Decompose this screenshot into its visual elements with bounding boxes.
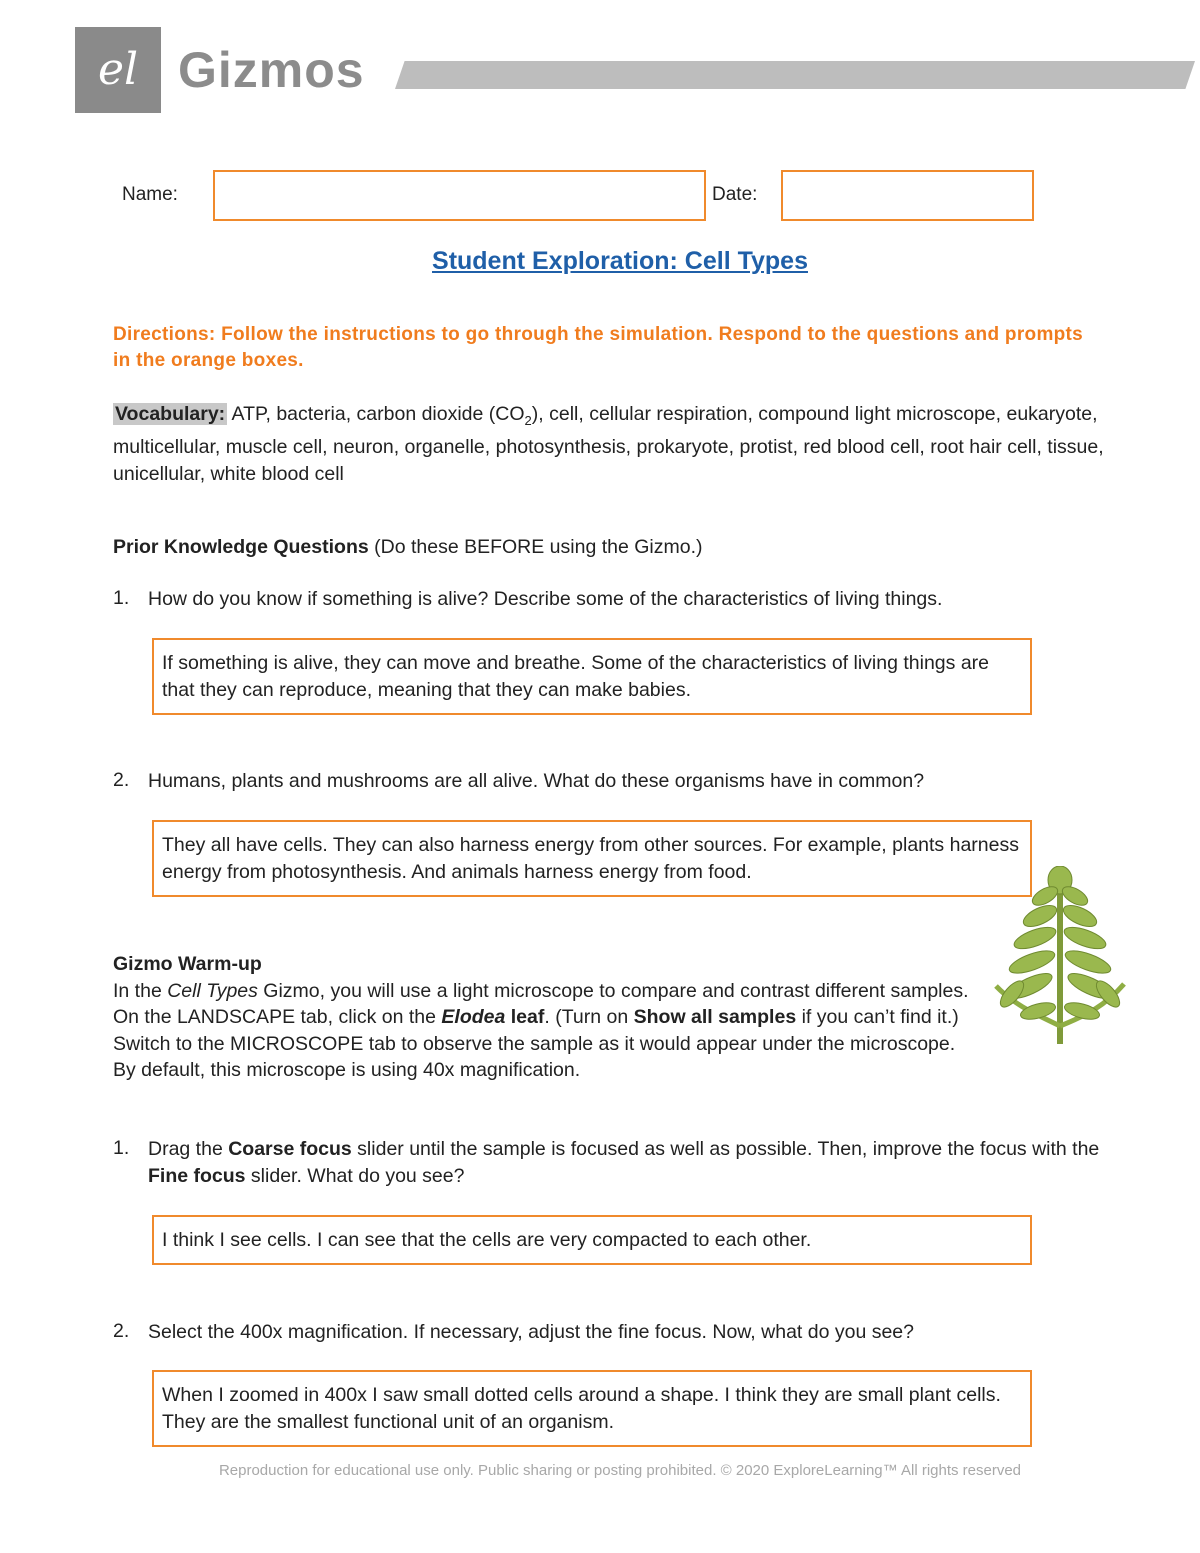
- question-text: Drag the Coarse focus slider until the sample is focused as well as possible. Then, improve the focus with the Fine focus slider. What do you see?: [148, 1138, 1100, 1187]
- question-number: 2.: [113, 1320, 130, 1342]
- copyright-footer: Reproduction for educational use only. Public sharing or posting prohibited. © 2020 ExploreLearning™ All rights reserved: [218, 1462, 1022, 1479]
- date-label: Date:: [712, 184, 758, 205]
- brand-name: Gizmos: [178, 42, 365, 98]
- date-field[interactable]: [781, 170, 1034, 221]
- question-text: How do you know if something is alive? Describe some of the characteristics of living things.: [148, 588, 943, 610]
- header-bar: [395, 61, 1195, 89]
- question-text: Select the 400x magnification. If necessary, adjust the fine focus. Now, what do you see?: [148, 1321, 914, 1343]
- gizmos-logo: el: [75, 27, 161, 113]
- answer-box[interactable]: They all have cells. They can also harness energy from other sources. For example, plants harness energy from photosynthesis. And animals harness energy from food.: [152, 820, 1032, 897]
- question-number: 1.: [113, 1137, 130, 1159]
- question-number: 1.: [113, 587, 130, 609]
- answer-box[interactable]: When I zoomed in 400x I saw small dotted cells around a shape. I think they are small plant cells. They are the smallest functional unit of an organism.: [152, 1370, 1032, 1447]
- warmup-section: Gizmo Warm-up In the Cell Types Gizmo, you will use a light microscope to compare and contrast different samples. On the LANDSCAPE tab, click on the Elodea leaf. (Turn on Show all samples if you can’t find it.) Switch to the MICROSCOPE tab to observe the sample as it would appear under the microscope. By default, this microscope is using 40x magnification.: [113, 951, 973, 1084]
- question-number: 2.: [113, 769, 130, 791]
- prior-knowledge-heading: Prior Knowledge Questions (Do these BEFORE using the Gizmo.): [113, 536, 703, 558]
- name-field[interactable]: [213, 170, 706, 221]
- vocabulary-paragraph: Vocabulary: ATP, bacteria, carbon dioxide $(CO_2)$, cell, cellular respiration, compound light microscope, eukaryote, multicellular, muscle cell, neuron, organelle, photosynthesis, prokaryote, protist, red blood cell, root hair cell, tissue, unicellular, white blood cell: [113, 403, 1104, 485]
- vocabulary-heading: Vocabulary:: [115, 403, 226, 425]
- name-label: Name:: [122, 184, 178, 205]
- question-text: Humans, plants and mushrooms are all alive. What do these organisms have in common?: [148, 770, 925, 792]
- directions-text: Directions: Follow the instructions to go through the simulation. Respond to the questions and prompts in the orange boxes.: [113, 324, 1084, 371]
- answer-box[interactable]: If something is alive, they can move and breathe. Some of the characteristics of living things are that they can reproduce, meaning that they can make babies.: [152, 638, 1032, 715]
- warmup-heading: Gizmo Warm-up: [113, 953, 262, 975]
- elodea-plant-image: [990, 866, 1130, 1046]
- answer-box[interactable]: I think I see cells. I can see that the cells are very compacted to each other.: [152, 1215, 1032, 1265]
- page-title: Student Exploration: Cell Types: [432, 247, 808, 275]
